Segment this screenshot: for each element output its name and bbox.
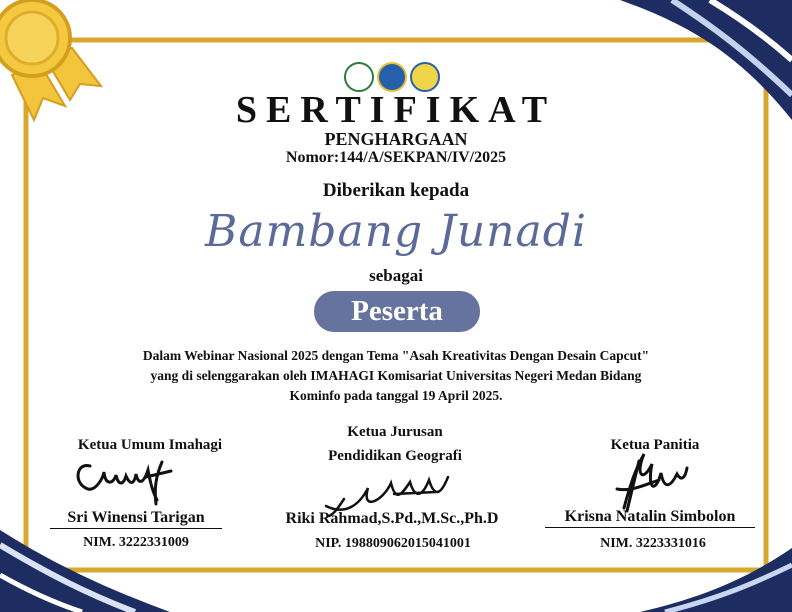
signature-krisna-natalin-simbolon [609,450,691,514]
signature-name-krisna-natalin-simbolon: Krisna Natalin Simbolon [545,508,755,528]
signature-name-sri-winensi-tarigan: Sri Winensi Tarigan [50,509,222,529]
certificate-title: SERTIFIKAT [235,89,557,131]
signature-name-riki-rahmad: Riki Rahmad,S.Pd.,M.Sc.,Ph.D [285,510,499,527]
description-line: yang di selenggarakan oleh IMAHAGI Komisariat Universitas Negeri Medan Bidang [150,368,642,383]
signature-title-line: Pendidikan Geografi [328,448,462,464]
certificate-subtitle: PENGHARGAAN [324,129,468,149]
description-line: Dalam Webinar Nasional 2025 dengan Tema "Asah Kreativitas Dengan Desain Capcut" [142,348,650,363]
given-to-label: Diberikan kepada [322,180,470,201]
signature-sri-winensi-tarigan [68,454,188,508]
as-label: sebagai [369,266,423,285]
signature-title-ketua-panitia: Ketua Panitia [610,437,700,453]
certificate-number: Nomor:144/A/SEKPAN/IV/2025 [285,149,507,166]
signature-id-krisna-natalin-simbolon: NIM. 3223331016 [600,536,706,551]
description-line: Kominfo pada tanggal 19 April 2025. [289,388,503,403]
recipient-name: Bambang Junadi [205,206,587,257]
certificate-description [0,346,792,406]
signature-title-ketua-umum: Ketua Umum Imahagi [77,437,223,453]
signature-id-sri-winensi-tarigan: NIM. 3222331009 [83,535,189,550]
participant-role-badge: Peserta [314,291,480,332]
signature-id-riki-rahmad: NIP. 198809062015041001 [315,536,471,551]
signature-title-line: Ketua Jurusan [347,424,443,440]
signature-title-ketua-jurusan [290,424,500,465]
